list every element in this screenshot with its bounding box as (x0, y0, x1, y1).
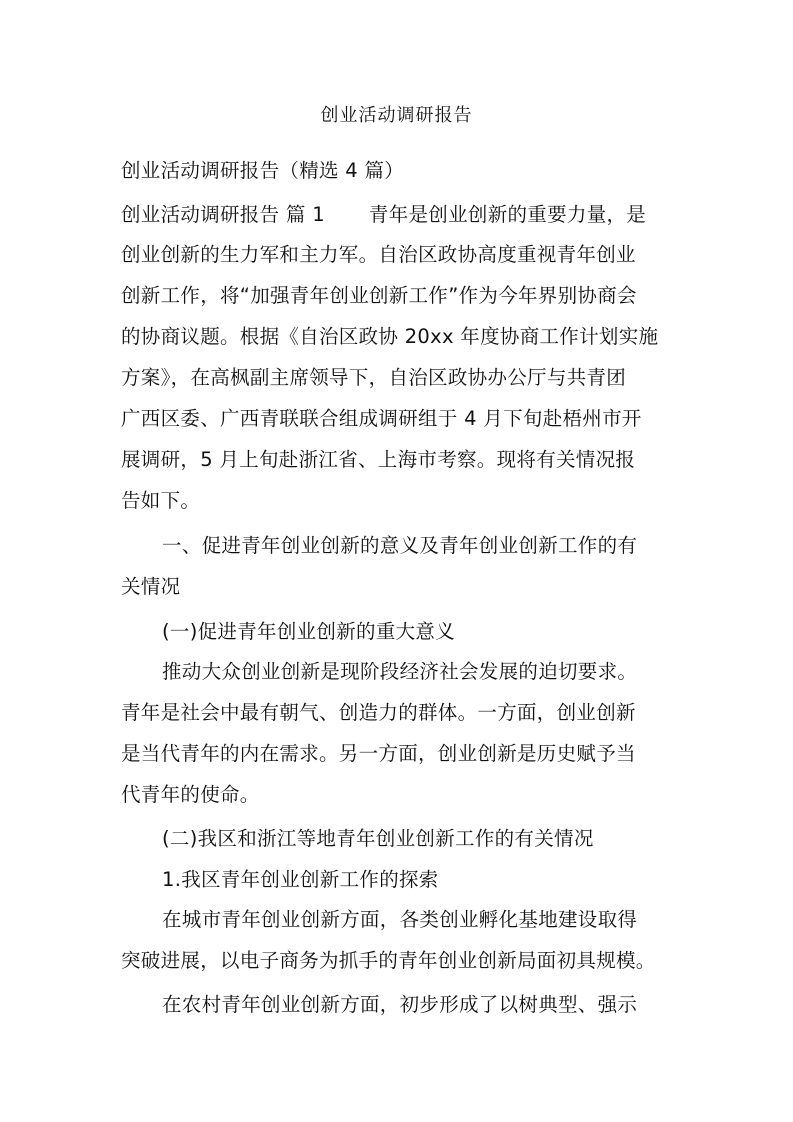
paragraph-line: 在城市青年创业创新方面，各类创业孵化基地建设取得 (162, 908, 638, 931)
subsection-heading: (一)促进青年创业创新的重大意义 (162, 620, 456, 643)
paragraph-line: 告如下。 (121, 489, 201, 512)
paragraph-line: 是当代青年的内在需求。另一方面，创业创新是历史赋予当 (121, 742, 636, 765)
paragraph-text: 青年是创业创新的重要力量，是 (368, 203, 647, 226)
paragraph-line: 创新工作，将“加强青年创业创新工作”作为今年界别协商会 (121, 284, 637, 307)
paragraph-line: 代青年的使命。 (121, 783, 260, 806)
paragraph-line: 突破进展，以电子商务为抓手的青年创业创新局面初具规模。 (121, 949, 656, 972)
paragraph-line: 青年是社会中最有朝气、创造力的群体。一方面，创业创新 (121, 701, 636, 724)
subsection-heading: (二)我区和浙江等地青年创业创新工作的有关情况 (162, 827, 594, 850)
section-heading-line: 关情况 (121, 575, 181, 598)
paragraph-line: 推动大众创业创新是现阶段经济社会发展的迫切要求。 (162, 660, 638, 683)
paragraph-line: 的协商议题。根据《自治区政协 20xx 年度协商工作计划实施 (121, 325, 659, 348)
paragraph-line (121, 200, 681, 230)
article-heading: 创业活动调研报告 篇 1 (121, 203, 325, 226)
paragraph-line: 广西区委、广西青联联合组成调研组于 4 月下旬赴梧州市开 (121, 407, 642, 430)
paragraph-line: 创业创新的生力军和主力军。自治区政协高度重视青年创业 (121, 243, 636, 266)
subtitle-line: 创业活动调研报告（精选 4 篇） (121, 159, 405, 182)
document-title: 创业活动调研报告 (320, 105, 473, 126)
subsection-heading: 1.我区青年创业创新工作的探索 (162, 868, 439, 891)
paragraph-line: 展调研，5 月上旬赴浙江省、上海市考察。现将有关情况报 (121, 448, 636, 471)
section-heading-line: 一、促进青年创业创新的意义及青年创业创新工作的有 (162, 534, 638, 557)
paragraph-line: 在农村青年创业创新方面，初步形成了以树典型、强示 (162, 993, 638, 1016)
paragraph-line: 方案》，在高枫副主席领导下，自治区政协办公厅与共青团 (121, 366, 627, 389)
